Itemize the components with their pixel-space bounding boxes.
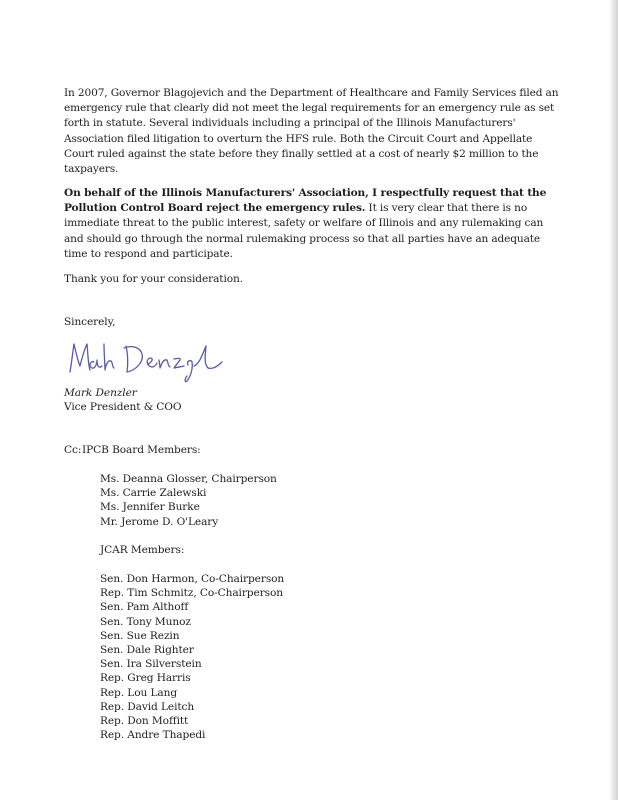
list-item: Ms. Deanna Glosser, Chairperson	[100, 473, 277, 485]
list-item: Rep. Don Moffitt	[100, 715, 189, 728]
cc-label: Cc:	[64, 444, 82, 456]
list-item: Sen. Don Harmon, Co-Chairperson	[100, 573, 285, 585]
list-item: Rep. Andre Thapedi	[100, 729, 206, 742]
list-item: Sen. Dale Righter	[100, 644, 194, 657]
scan-edge-shadow	[609, 0, 618, 800]
closing-salutation: Sincerely,	[64, 316, 116, 328]
list-item: Sen. Pam Althoff	[100, 601, 189, 614]
list-item: Rep. Lou Lang	[100, 686, 178, 699]
list-item: Mr. Jerome D. O'Leary	[100, 515, 219, 528]
jcar-member-list	[100, 572, 284, 742]
list-item: Rep. David Leitch	[100, 700, 195, 713]
signer-title: Vice President & COO	[64, 401, 182, 413]
list-item: Sen. Ira Silverstein	[100, 658, 202, 671]
list-item: Rep. Tim Schmitz, Co-Chairperson	[100, 587, 283, 600]
jcar-heading: JCAR Members:	[100, 544, 185, 556]
thank-you-line: Thank you for your consideration.	[64, 273, 244, 285]
list-item: Sen. Sue Rezin	[100, 629, 180, 642]
request-bold-text: On behalf of the Illinois Manufacturers' Association, I respectfully request that the Pollution Control Board reject the emergency rules.	[64, 187, 547, 215]
request-rest-text: It is very clear that there is no immediate threat to the public interest, safety or welfare of Illinois and any rulemaking can and should go through the normal rulemaking process so that all parties have an adequate time to respond and participate.	[64, 202, 544, 260]
handwritten-signature	[64, 336, 224, 386]
ipcb-heading: IPCB Board Members:	[82, 444, 201, 456]
paragraph-hfs-rule	[64, 86, 564, 177]
list-item: Ms. Carrie Zalewski	[100, 487, 207, 500]
list-item: Rep. Greg Harris	[100, 672, 191, 685]
paragraph-request	[64, 186, 564, 262]
list-item: Sen. Tony Munoz	[100, 615, 191, 628]
ipcb-member-list	[100, 472, 277, 529]
signer-name: Mark Denzler	[64, 387, 137, 399]
paragraph-hfs-rule-text: In 2007, Governor Blagojevich and the Department of Healthcare and Family Services filed an emergency rule that clearly did not meet the legal requirements for an emergency rule as set forth in statute. Several individuals including a principal of the Illinois Manufacturers' Association filed litigation to overturn the HFS rule. Both the Circuit Court and Appellate Court ruled against the state before they finally settled at a cost of nearly $2 million to the taxpayers.	[64, 87, 559, 176]
list-item: Ms. Jennifer Burke	[100, 501, 200, 514]
